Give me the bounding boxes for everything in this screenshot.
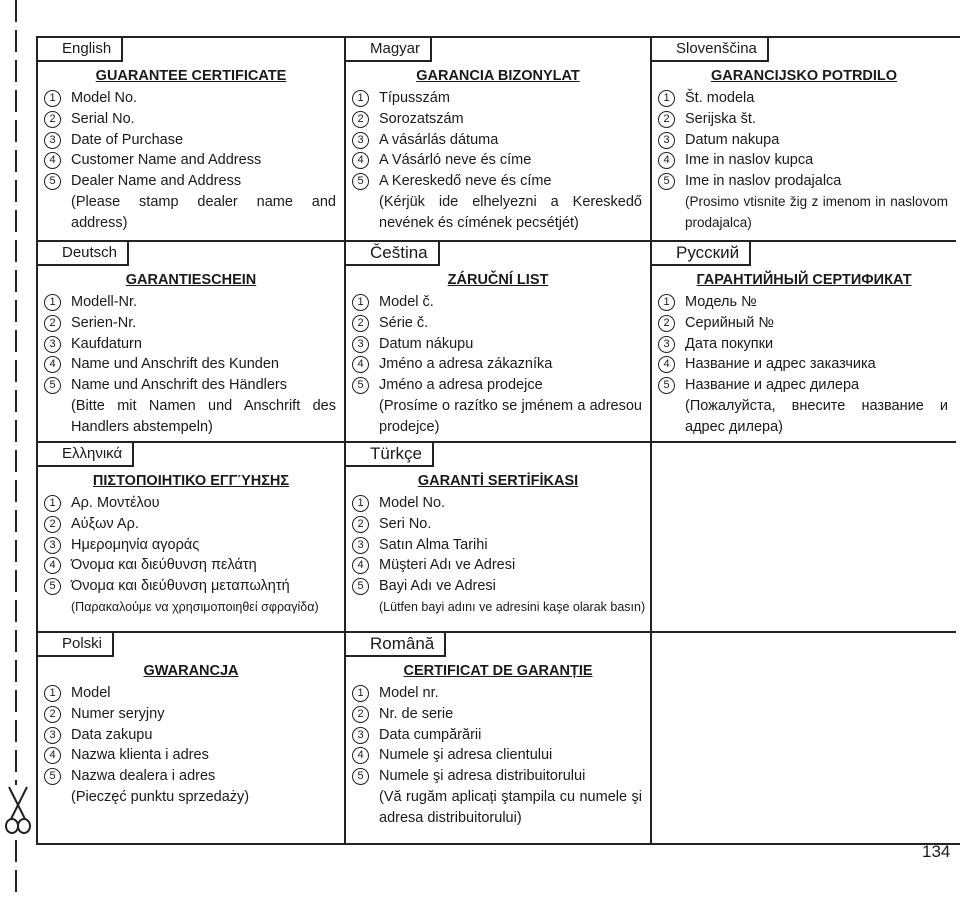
cell-magyar	[346, 38, 652, 242]
lang-tab: Slovenščina	[652, 38, 769, 62]
item-label: Όνομα και διεύθυνση μεταπωλητή	[71, 578, 290, 595]
list-item	[44, 576, 336, 597]
item-label: Serien-Nr.	[71, 314, 137, 331]
list-item	[658, 292, 948, 313]
lang-tab: Magyar	[346, 38, 432, 62]
item-label: Sorozatszám	[379, 110, 464, 127]
certificate-title: ГАРАНТИЙНЫЙ СЕРТИФИКАТ	[696, 272, 912, 288]
number-badge: 3	[352, 727, 369, 744]
number-badge: 2	[44, 516, 61, 533]
number-badge: 4	[44, 557, 61, 574]
number-badge: 1	[658, 90, 675, 107]
number-badge: 1	[44, 685, 61, 702]
list-item	[352, 109, 642, 130]
item-label: Datum nakupa	[685, 131, 780, 148]
list-item	[44, 514, 336, 535]
list-item	[352, 150, 642, 171]
number-badge: 4	[44, 747, 61, 764]
number-badge: 4	[44, 152, 61, 169]
item-label: Bayi Adı ve Adresi	[379, 578, 496, 595]
item-label: Model nr.	[379, 685, 439, 701]
item-label: Model No.	[379, 495, 446, 511]
list-item	[352, 171, 642, 192]
field-list	[44, 493, 336, 618]
number-badge: 3	[352, 537, 369, 554]
certificate-title: GUARANTEE CERTIFICATE	[95, 68, 287, 84]
field-list	[44, 292, 336, 438]
item-label: Satın Alma Tarihi	[379, 536, 488, 553]
certificate-title: ZÁRUČNÍ LIST	[447, 272, 549, 288]
number-badge: 4	[658, 152, 675, 169]
item-label: A Vásárló neve és címe	[379, 152, 532, 169]
list-item	[658, 150, 948, 171]
number-badge: 2	[352, 111, 369, 128]
list-item	[44, 704, 336, 725]
list-item	[658, 109, 948, 130]
certificate-title: GARANTİ SERTİFİKASI	[417, 473, 579, 489]
list-item	[352, 725, 642, 746]
number-badge: 2	[352, 706, 369, 723]
list-item	[352, 745, 642, 766]
list-item	[352, 514, 642, 535]
item-label: Modell-Nr.	[71, 294, 138, 310]
cell-turkce	[346, 443, 652, 633]
stamp-note: (Vă rugăm aplicați ştampila cu numele şi adresa distribuitorului)	[379, 788, 642, 826]
certificate-title: GARANCIA BIZONYLAT	[416, 68, 580, 84]
item-label: Numer seryjny	[71, 705, 165, 722]
item-label: Model č.	[379, 294, 434, 310]
certificate-title: GARANCIJSKO POTRDILO	[710, 68, 898, 84]
number-badge: 3	[44, 132, 61, 149]
field-list	[352, 683, 642, 829]
list-item	[44, 745, 336, 766]
cell-ellinika	[38, 443, 346, 633]
item-label: Numele şi adresa clientului	[379, 747, 553, 764]
lang-tab: Русский	[652, 242, 751, 266]
guarantee-grid	[36, 36, 960, 845]
number-badge: 5	[352, 377, 369, 394]
number-badge: 5	[352, 768, 369, 785]
stamp-note: (Bitte mit Namen und Anschrift des Handlers abstempeln)	[71, 397, 336, 435]
lang-tab: English	[38, 38, 123, 62]
number-badge: 1	[352, 294, 369, 311]
stamp-note: (Kérjük ide elhelyezni a Kereskedő nevének és címének pecsétjét)	[379, 193, 642, 231]
cell-romana	[346, 633, 652, 843]
list-item	[352, 576, 642, 597]
item-label: Ημερομηνία αγοράς	[71, 536, 200, 553]
item-label: Serial No.	[71, 110, 135, 127]
item-label: Название и адрес заказчика	[685, 356, 876, 373]
item-label: Dealer Name and Address	[71, 173, 242, 190]
item-label: Name und Anschrift des Händlers	[71, 377, 287, 394]
number-badge: 5	[658, 173, 675, 190]
empty-cell	[652, 633, 956, 843]
item-label: Ime in naslov kupca	[685, 152, 814, 169]
item-label: Jméno a adresa zákazníka	[379, 356, 553, 373]
stamp-note: (Lütfen bayi adını ve adresini kaşe olarak basın)	[379, 599, 646, 614]
number-badge: 5	[352, 578, 369, 595]
number-badge: 1	[44, 90, 61, 107]
field-list	[44, 683, 336, 808]
number-badge: 2	[44, 111, 61, 128]
item-label: Seri No.	[379, 515, 432, 532]
stamp-note: (Пожалуйста, внесите название и адрес дилера)	[685, 397, 948, 435]
number-badge: 5	[44, 578, 61, 595]
number-badge: 3	[658, 132, 675, 149]
number-badge: 3	[352, 132, 369, 149]
item-label: Numele şi adresa distribuitorului	[379, 768, 586, 785]
item-label: Nazwa klienta i adres	[71, 747, 209, 764]
lang-tab: Polski	[38, 633, 114, 657]
item-label: Müşteri Adı ve Adresi	[379, 557, 516, 574]
cell-slovenscina	[652, 38, 956, 242]
number-badge: 5	[44, 377, 61, 394]
certificate-title: GARANTIESCHEIN	[125, 272, 257, 288]
list-item	[658, 313, 948, 334]
number-badge: 4	[352, 152, 369, 169]
page-number: 134	[922, 842, 951, 861]
list-item	[352, 683, 642, 704]
item-label: Серийный №	[685, 314, 774, 331]
list-item	[44, 313, 336, 334]
list-item	[44, 375, 336, 396]
item-label: Kaufdaturn	[71, 335, 142, 352]
number-badge: 3	[44, 336, 61, 353]
lang-tab: Ελληνικά	[38, 443, 134, 467]
list-item	[44, 334, 336, 355]
cell-cestina	[346, 242, 652, 443]
item-label: Модель №	[685, 294, 757, 310]
number-badge: 3	[44, 537, 61, 554]
field-list	[658, 88, 948, 234]
number-badge: 3	[44, 727, 61, 744]
field-list	[352, 88, 642, 234]
lang-tab: Română	[346, 633, 446, 657]
number-badge: 1	[352, 495, 369, 512]
stamp-note: (Prosíme o razítko se jménem a adresou prodejce)	[379, 397, 642, 435]
item-label: Típusszám	[379, 90, 450, 106]
list-item	[44, 555, 336, 576]
number-badge: 4	[352, 356, 369, 373]
number-badge: 3	[352, 336, 369, 353]
list-item	[44, 292, 336, 313]
item-label: Serijska št.	[685, 110, 756, 127]
list-item	[352, 354, 642, 375]
number-badge: 4	[352, 747, 369, 764]
number-badge: 1	[44, 495, 61, 512]
item-label: Model	[71, 685, 111, 701]
number-badge: 1	[44, 294, 61, 311]
field-list	[352, 493, 646, 618]
list-item	[352, 555, 642, 576]
list-item	[352, 313, 642, 334]
item-label: Data zakupu	[71, 726, 153, 743]
stamp-note: (Pieczęć punktu sprzedaży)	[71, 788, 250, 805]
item-label: A vásárlás dátuma	[379, 131, 499, 148]
number-badge: 5	[352, 173, 369, 190]
number-badge: 2	[44, 315, 61, 332]
field-list	[352, 292, 642, 438]
list-item	[44, 130, 336, 151]
scissors-icon	[3, 785, 33, 835]
item-label: Ime in naslov prodajalca	[685, 173, 842, 190]
list-item	[44, 354, 336, 375]
stamp-note: (Please stamp dealer name and address)	[71, 193, 336, 231]
number-badge: 5	[44, 768, 61, 785]
list-item	[658, 130, 948, 151]
number-badge: 1	[658, 294, 675, 311]
item-label: Name und Anschrift des Kunden	[71, 356, 279, 373]
item-label: Série č.	[379, 314, 429, 331]
number-badge: 3	[658, 336, 675, 353]
number-badge: 1	[352, 685, 369, 702]
field-list	[658, 292, 948, 438]
lang-tab: Deutsch	[38, 242, 129, 266]
list-item	[658, 375, 948, 396]
list-item	[44, 171, 336, 192]
list-item	[352, 88, 642, 109]
empty-cell	[652, 443, 956, 633]
lang-tab: Čeština	[346, 242, 440, 266]
item-label: Date of Purchase	[71, 131, 184, 148]
lang-tab: Türkçe	[346, 443, 434, 467]
stamp-note: (Παρακαλούμε να χρησιμοποιηθεί σφραγίδα)	[71, 599, 319, 614]
list-item	[44, 88, 336, 109]
number-badge: 5	[658, 377, 675, 394]
list-item	[352, 334, 642, 355]
number-badge: 2	[658, 315, 675, 332]
list-item	[44, 683, 336, 704]
cell-polski	[38, 633, 346, 843]
number-badge: 4	[658, 356, 675, 373]
item-label: Customer Name and Address	[71, 152, 262, 169]
list-item	[658, 171, 948, 192]
item-label: Название и адрес дилера	[685, 377, 860, 394]
item-label: Αύξων Αρ.	[71, 515, 139, 532]
number-badge: 4	[44, 356, 61, 373]
number-badge: 2	[352, 315, 369, 332]
list-item	[352, 493, 642, 514]
item-label: Дата покупки	[685, 335, 774, 352]
list-item	[44, 109, 336, 130]
number-badge: 2	[658, 111, 675, 128]
item-label: Št. modela	[685, 90, 755, 106]
list-item	[658, 354, 948, 375]
item-label: Jméno a adresa prodejce	[379, 377, 543, 394]
item-label: Datum nákupu	[379, 335, 474, 352]
item-label: Όνομα και διεύθυνση πελάτη	[71, 557, 257, 574]
item-label: Model No.	[71, 90, 138, 106]
list-item	[44, 493, 336, 514]
certificate-title: ΠΙΣΤΟΠΟΙΗΤΙΚΟ ΕΓΓΎΗΣΗΣ	[92, 473, 290, 489]
list-item	[44, 535, 336, 556]
stamp-note: (Prosimo vtisnite žig z imenom in naslovom prodajalca)	[685, 193, 948, 230]
list-item	[352, 292, 642, 313]
list-item	[44, 725, 336, 746]
number-badge: 2	[44, 706, 61, 723]
number-badge: 5	[44, 173, 61, 190]
number-badge: 4	[352, 557, 369, 574]
list-item	[352, 535, 642, 556]
cell-deutsch	[38, 242, 346, 443]
cell-english	[38, 38, 346, 242]
list-item	[44, 150, 336, 171]
field-list	[44, 88, 336, 234]
list-item	[352, 130, 642, 151]
cut-line	[15, 0, 17, 897]
item-label: Nr. de serie	[379, 705, 454, 722]
item-label: Nazwa dealera i adres	[71, 768, 216, 785]
item-label: Αρ. Μοντέλου	[71, 495, 160, 511]
list-item	[44, 766, 336, 787]
list-item	[352, 766, 642, 787]
item-label: Data cumpărării	[379, 726, 482, 743]
certificate-title: CERTIFICAT DE GARANȚIE	[403, 663, 593, 679]
list-item	[658, 334, 948, 355]
number-badge: 1	[352, 90, 369, 107]
list-item	[352, 704, 642, 725]
list-item	[658, 88, 948, 109]
number-badge: 2	[352, 516, 369, 533]
item-label: A Kereskedő neve és címe	[379, 173, 552, 190]
list-item	[352, 375, 642, 396]
certificate-title: GWARANCJA	[143, 663, 239, 679]
cell-russkiy	[652, 242, 956, 443]
